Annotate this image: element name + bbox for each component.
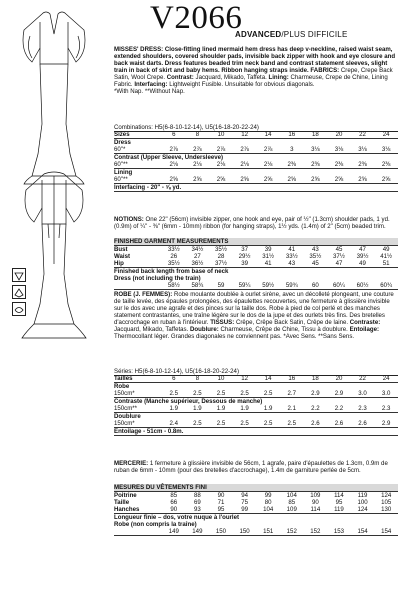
level-en: ADVANCED	[235, 30, 282, 39]
pattern-code: V2066	[150, 0, 243, 36]
fabric-symbol-2	[12, 285, 26, 299]
combinations-en: Combinations: H5(6-8-10-12-14), U5(16-18-20-22-24)	[114, 124, 259, 131]
yardage-table-en: Sizes 6 8 10 12 14 16 18 20 22 24 Dress 60"* 2⅞ 2⅞ 2⅞ 2⅞ 2⅞ 3 3⅛ 3⅛ 3⅛ 3⅛ Contrast (Upper Sleeve, Undersleeve) 60"** 2⅛ 2⅛ 2⅛ 2⅛ 2⅛ 2⅜ 2⅜ 2⅜ 2⅜ 2⅜ Lining 60"** 2⅝ 2⅝ 2⅝ 2⅝ 2⅝ 2⅝ 2⅝ 2⅝ 2⅝ 2⅝ Interfacing - 20" - ⅝ yd.	[114, 131, 398, 192]
measurements-table-en: FINISHED GARMENT MEASUREMENTS Bust 33½ 34½ 35½ 37 39 41 43 45 47 49 Waist 26 27 28 29½ 31½ 33½ 35½ 37½ 39½ 41½ Hip 35½ 36½ 37½ 39 41 43 45 47 49 51 Finished back length from base of neck Dress (not including the train) 58½ 58¾ 59 59¼ 59½ 59¾ 60 60¼ 60½ 60¾	[114, 238, 398, 290]
sizes-label: Sizes	[114, 131, 130, 138]
yardage-table-fr: Tailles 6 8 10 12 14 16 18 20 22 24 Robe 150cm* 2.5 2.5 2.5 2.5 2.5 2.7 2.9 2.9 3.0 3.0 Contraste (Manche supérieur, Dessous de manche) 150cm** 1.9 1.9 1.9 1.9 1.9 2.1 2.2 2.2 2.3 2.3 Doublure 150cm* 2.4 2.5 2.5 2.5 2.5 2.5 2.6 2.6 2.6 2.9 Entoilage - 51cm - 0.8m.	[114, 375, 398, 436]
mercerie-fr: MERCERIE: 1 fermeture à glissière invisible de 56cm, 1 agrafe, paire d'épaulettes de 1.3cm, 0.9m de ruban de 6mm - 10mm (pour des bretelles d'accrochage), 1.4m de garniture perlée de 5cm.	[114, 460, 388, 474]
fabric-symbol-3	[12, 302, 26, 316]
dress-back-illustration	[22, 172, 86, 338]
measurements-table-fr: MESURES DU VÊTEMENTS FINI Poitrine 85 88 90 94 99 104 109 114 119 124 Taille 66 69 71 75 80 85 90 95 100 105 Hanches 90 93 95 99 104 109 114 119 124 130 Longueur finie – dos, votre nuque à l'ourlet Robe (non compris la traîne) 149 149 150 150 151 152 152 153 154 154	[114, 484, 398, 536]
english-description: MISSES' DRESS: Close-fitting lined mermaid hem dress has deep v-neckline, raised waist seam, extended shoulders, covered shoulder pads, invisible back zipper with hook and eye closure and back waist darts. Dress features beaded trim neck band and contrast statement sleeves, slight train in back of skirt and baby hems. Ribbon hanging straps inside. FABRICS: Crepe, Crepe Back Satin, Wool Crepe. Contrast: Jacquard, Mikado, Taffeta. Lining: Charmeuse, Crepe de Chine, Lining Fabric. Interfacing: Lightweight Fusible. Unsuitable for obvious diagonals. *With Nap. **Without Nap.	[114, 46, 396, 95]
series-fr: Séries: H5(6-8-10-12-14), U5(16-18-20-22-24)	[114, 368, 239, 375]
dress-front-illustration	[23, 12, 85, 184]
level-sep: /	[281, 30, 284, 39]
notions-en: NOTIONS: One 22" (56cm) invisible zipper, one hook and eye, pair of ½" (1.3cm) shoulder pads, 1 yd. (0.9m) of ¼" - ⅜" (6mm - 10mm) ribbon (for hanging straps), 1½ yds. (1.4m) of 2" (5cm) beaded trim.	[114, 216, 390, 230]
level-fr: PLUS DIFFICILE	[283, 30, 348, 39]
difficulty-level	[235, 30, 347, 39]
french-description: ROBE (J. FEMMES): Robe moulante doublée à ourlet sirène, avec un décolleté plongeant, une couture de taille levée, des épaules prolongées, des épaulettes recouvertes, une fermeture à glissière invisible sur le dos avec une agrafe et des pinces sur la taille dos. Robe à pied de col perlé et des manches statement contrastantes, une traîne légère sur le dos de la jupe et des ourlets très fins. Des bretelles d'accrochage en ruban à l'intérieur. TISSUS: Crêpe, Crêpe Back Satin, Crêpe de laine. Contraste: Jacquard, Mikado, Taffetas. Doublure: Charmeuse, Crêpe de Chine, Tissu à doublure. Entoilage: Thermocollant léger. Grandes diagonales ne conviennent pas. *Avec Sens. **Sans Sens.	[114, 291, 394, 340]
fabric-symbol-1	[12, 268, 26, 282]
description-text: MISSES' DRESS: Close-fitting lined mermaid hem dress has deep v-neckline, raised waist seam, extended shoulders, covered shoulder pads, invisible back zipper with hook and eye closure and back waist darts. Dress features beaded trim neck band and contrast statement sleeves, slight train in back of skirt and baby hems. Ribbon hanging straps inside.	[114, 46, 396, 74]
